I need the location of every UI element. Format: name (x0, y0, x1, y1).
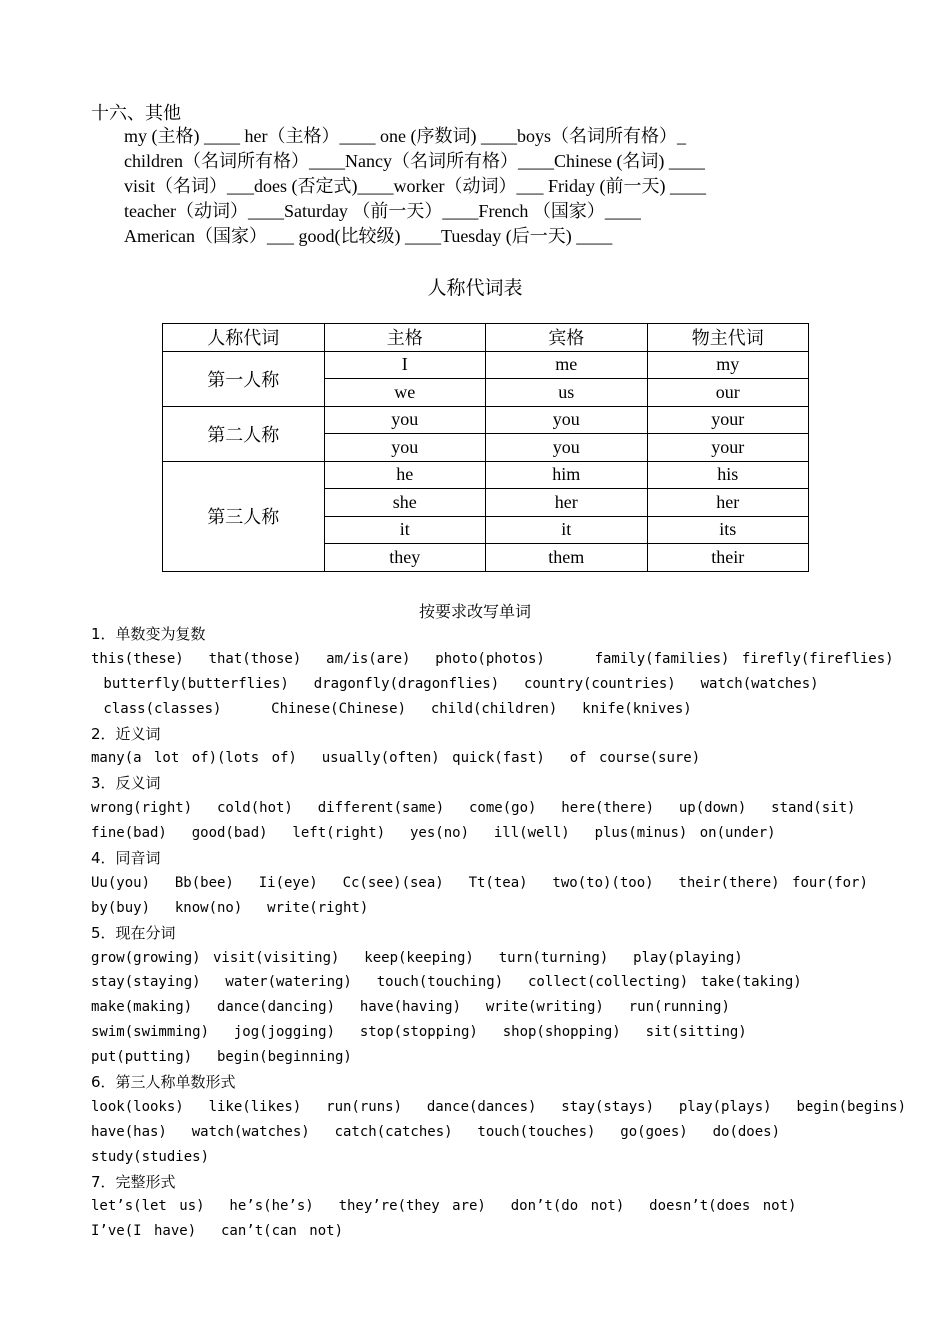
table-cell: my (647, 351, 809, 379)
table-cell: I (324, 351, 486, 379)
table-cell: us (486, 379, 648, 407)
pronoun-table (162, 323, 809, 572)
header-cell: 人称代词 (163, 324, 325, 352)
table-cell: your (647, 406, 809, 434)
table-cell: you (324, 406, 486, 434)
rule-heading: 6．第三人称单数形式 (91, 1073, 236, 1092)
rule-line: wrong(right) cold(hot) different(same) come(go) here(there) up(down) stand(sit) (91, 800, 856, 817)
section-title: 十六、其他 (91, 103, 181, 123)
rule-heading: 3．反义词 (91, 774, 161, 793)
table-cell: them (486, 544, 648, 572)
first-person-label: 第一人称 (163, 351, 325, 406)
table-cell: you (486, 434, 648, 462)
table-cell: you (324, 434, 486, 462)
table-cell: she (324, 489, 486, 517)
rule-heading: 5．现在分词 (91, 923, 176, 942)
exercise-line: my (主格) ____ her（主格）____ one (序数词) ____boys（名词所有格）_ (124, 126, 686, 146)
table-header-row (163, 324, 809, 352)
exercise-line: visit（名词）___does (否定式)____worker（动词）___ Friday (前一天) ____ (124, 176, 706, 196)
third-person-label: 第三人称 (163, 461, 325, 571)
table-cell: his (647, 461, 809, 489)
rule-line: let’s(let us) he’s(he’s) they’re(they are) don’t(do not) doesn’t(does not) (91, 1198, 797, 1215)
table-cell: he (324, 461, 486, 489)
table-cell: her (486, 489, 648, 517)
header-cell: 宾格 (486, 324, 648, 352)
rule-line: butterfly(butterflies) dragonfly(dragonflies) country(countries) watch(watches) (91, 675, 819, 692)
rule-line: swim(swimming) jog(jogging) stop(stopping) shop(shopping) sit(sitting) (91, 1024, 747, 1041)
rule-line: make(making) dance(dancing) have(having) write(writing) run(running) (91, 999, 730, 1016)
header-cell: 物主代词 (647, 324, 809, 352)
exercise-lines (124, 124, 706, 249)
table-cell: her (647, 489, 809, 517)
table-cell: you (486, 406, 648, 434)
rule-heading: 4．同音词 (91, 849, 161, 868)
table-row (163, 461, 809, 489)
rule-line: by(buy) know(no) write(right) (91, 899, 369, 916)
table-cell: me (486, 351, 648, 379)
rule-line: Uu(you) Bb(bee) Ii(eye) Cc(see)(sea) Tt(tea) two(to)(too) their(there) four(for) (91, 874, 868, 891)
rule-line: look(looks) like(likes) run(runs) dance(dances) stay(stays) play(plays) begin(begins) (91, 1098, 907, 1115)
table-cell: it (486, 516, 648, 544)
rule-line: stay(staying) water(watering) touch(touching) collect(collecting) take(taking) (91, 974, 802, 991)
rule-line: have(has) watch(watches) catch(catches) touch(touches) go(goes) do(does) (91, 1123, 781, 1140)
rule-line: grow(growing) visit(visiting) keep(keeping) turn(turning) play(playing) (91, 949, 743, 966)
table-row (163, 351, 809, 379)
rule-line: this(these) that(those) am/is(are) photo(photos) family(families) firefly(fireflies) (91, 650, 894, 667)
table-cell: we (324, 379, 486, 407)
exercise-line: American（国家）___ good(比较级) ____Tuesday (后一天) ____ (124, 226, 613, 246)
rule-line: I’ve(I have) can’t(can not) (91, 1223, 344, 1240)
rule-line: fine(bad) good(bad) left(right) yes(no) ill(well) plus(minus) on(under) (91, 825, 776, 842)
table-cell: our (647, 379, 809, 407)
rule-line: many(a lot of)(lots of) usually(often) quick(fast) of course(sure) (91, 750, 701, 767)
table-cell: their (647, 544, 809, 572)
second-person-label: 第二人称 (163, 406, 325, 461)
exercise-line: children（名词所有格）____Nancy（名词所有格）____Chinese (名词) ____ (124, 151, 705, 171)
rule-line: put(putting) begin(beginning) (91, 1049, 352, 1066)
word-list-title: 按要求改写单词 (418, 604, 531, 621)
table-title: 人称代词表 (427, 278, 523, 299)
rule-heading: 7．完整形式 (91, 1172, 176, 1191)
exercise-line: teacher（动词）____Saturday （前一天）____French （国家）____ (124, 201, 641, 221)
table-cell: they (324, 544, 486, 572)
rule-heading: 1．单数变为复数 (91, 625, 206, 643)
header-cell: 主格 (324, 324, 486, 352)
table-row (163, 406, 809, 434)
table-cell: its (647, 516, 809, 544)
rule-line: class(classes) Chinese(Chinese) child(children) knife(knives) (91, 700, 692, 717)
table-cell: your (647, 434, 809, 462)
table-cell: him (486, 461, 648, 489)
table-cell: it (324, 516, 486, 544)
rule-heading: 2．近义词 (91, 724, 161, 743)
rule-line: study(studies) (91, 1148, 210, 1165)
word-list (91, 622, 906, 1244)
